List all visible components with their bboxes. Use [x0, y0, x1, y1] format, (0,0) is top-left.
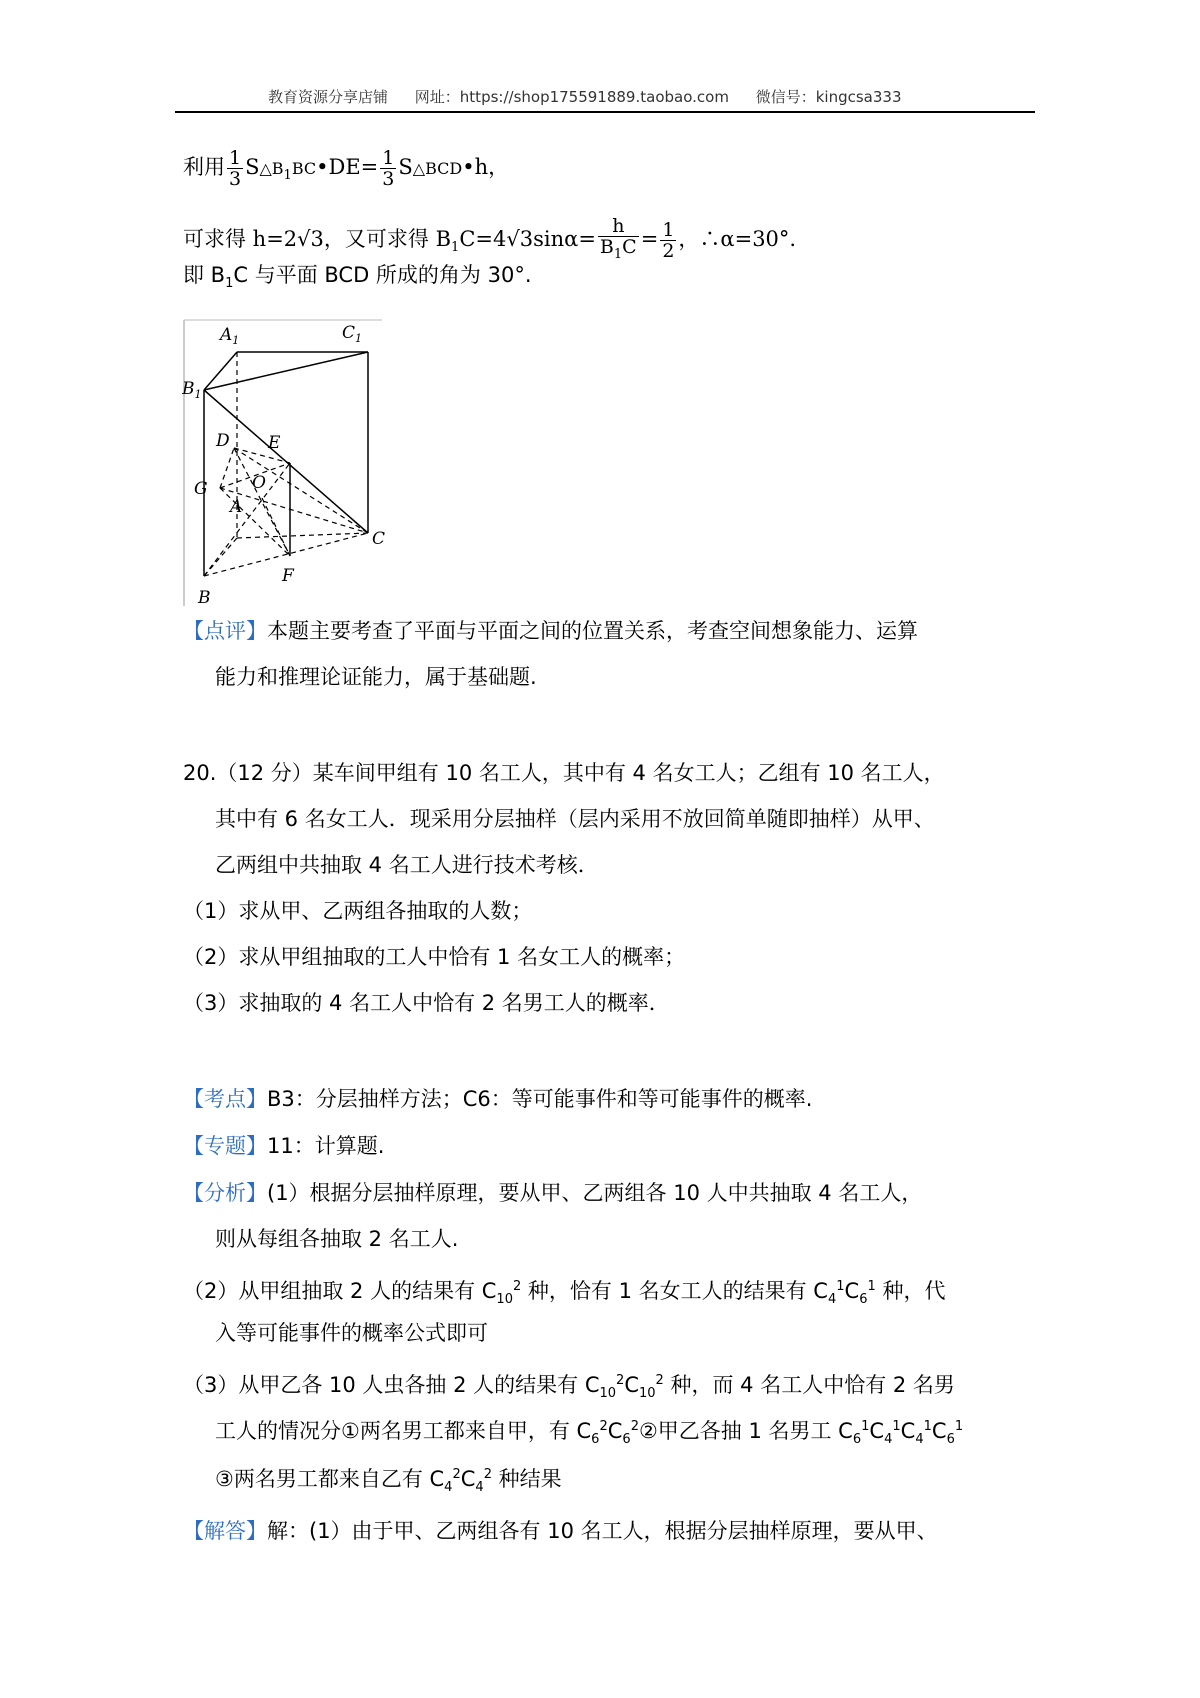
- t: （3）从甲乙各 10 人虫各抽 2 人的结果有 C: [183, 1373, 600, 1397]
- zhuanti-line: [183, 1131, 384, 1161]
- sub: 4: [444, 1480, 453, 1496]
- sub: 6: [622, 1432, 631, 1448]
- text: ，∴α=30°.: [678, 226, 797, 251]
- sub: 1: [225, 276, 234, 292]
- t: C: [844, 1279, 860, 1303]
- sub: 1: [451, 240, 460, 256]
- sup: 2: [616, 1373, 625, 1388]
- text: S: [398, 155, 413, 179]
- shop-url: 网址：https://shop175591889.taobao.com: [414, 88, 729, 106]
- problem-line-2: 其中有 6 名女工人．现采用分层抽样（层内采用不放回简单随即抽样）从甲、: [215, 807, 935, 831]
- fraction-one-third-2: [380, 148, 396, 189]
- sub: 6: [859, 1292, 868, 1308]
- fenxi-line-6: [215, 1412, 963, 1455]
- solution-line-3: [183, 260, 532, 299]
- prism-diagram: [182, 318, 402, 608]
- problem-line-3: 乙两组中共抽取 4 名工人进行技术考核．: [215, 853, 599, 877]
- num: 1: [662, 218, 675, 241]
- num: 1: [229, 147, 242, 169]
- text: •DE=: [316, 155, 379, 179]
- text: =: [578, 226, 596, 251]
- label-G: G: [194, 479, 208, 499]
- t: 种，恰有 1 名女工人的结果有 C: [521, 1279, 828, 1303]
- alpha: α: [564, 226, 579, 251]
- kaodian-tag: 【考点】: [183, 1087, 267, 1111]
- comment-line-1: [183, 616, 918, 646]
- den: 2: [662, 239, 675, 262]
- t: C: [622, 236, 637, 258]
- t: C: [869, 1419, 885, 1443]
- text: B3：分层抽样方法；C6：等可能事件和等可能事件的概率.: [267, 1087, 813, 1111]
- text: 可求得 h=2: [183, 226, 298, 251]
- t: C: [607, 1419, 623, 1443]
- num: h: [598, 216, 639, 237]
- sub: 4: [475, 1480, 484, 1496]
- header-divider: [175, 111, 1035, 113]
- sub: 4: [827, 1292, 837, 1308]
- den: [598, 237, 639, 265]
- t: B: [599, 236, 614, 258]
- sup: 2: [630, 1419, 639, 1434]
- sub: 4: [915, 1432, 924, 1448]
- label-B1: $B_1$: [182, 379, 202, 401]
- page-header: [268, 86, 924, 107]
- sub: 1: [613, 246, 623, 262]
- sup: 2: [483, 1467, 492, 1482]
- den: 3: [229, 168, 242, 190]
- jieda-line: [183, 1516, 938, 1546]
- t: 种，而 4 名工人中恰有 2 名男: [663, 1373, 955, 1397]
- sup: 1: [923, 1419, 932, 1434]
- wechat-id: 微信号：kingcsa333: [755, 88, 902, 106]
- sup: 2: [599, 1419, 608, 1434]
- sup: 1: [861, 1419, 870, 1434]
- fenxi-line-5: [183, 1366, 955, 1409]
- fraction-h-over-b1c: [598, 216, 639, 265]
- t: 种，代: [875, 1279, 946, 1303]
- sub: 10: [599, 1386, 617, 1402]
- text: =: [640, 226, 659, 251]
- sqrt: √3: [506, 226, 534, 251]
- text: C=4: [459, 226, 507, 251]
- sub: 10: [496, 1292, 513, 1308]
- t: 工人的情况分①两名男工都来自甲，有 C: [215, 1419, 592, 1443]
- text: 利用: [183, 155, 225, 179]
- solution-line-2: [183, 216, 796, 265]
- sup: 2: [512, 1279, 522, 1294]
- t: ③两名男工都来自乙有 C: [215, 1467, 445, 1491]
- solution-line-1: [183, 148, 509, 191]
- t: C: [900, 1419, 916, 1443]
- sup: 1: [954, 1419, 964, 1434]
- sqrt: √3: [297, 226, 324, 251]
- text: △B: [259, 159, 284, 178]
- label-C1: $C_1$: [342, 323, 363, 345]
- num: 1: [382, 147, 395, 169]
- den: 3: [382, 168, 395, 190]
- text: 本题主要考查了平面与平面之间的位置关系，考查空间想象能力、运算: [267, 619, 918, 643]
- t: C: [931, 1419, 947, 1443]
- sub: 4: [884, 1432, 893, 1448]
- fenxi-line-4: 入等可能事件的概率公式即可: [215, 1321, 488, 1345]
- kaodian-line: [183, 1084, 812, 1114]
- text: S: [245, 155, 260, 179]
- fenxi-line-7: [215, 1460, 562, 1503]
- comment-line-2: 能力和推理论证能力，属于基础题.: [215, 665, 537, 689]
- question-2: （2）求从甲组抽取的工人中恰有 1 名女工人的概率；: [183, 945, 686, 969]
- label-C: C: [372, 529, 386, 549]
- fenxi-line-2: 则从每组各抽取 2 名工人.: [215, 1227, 459, 1251]
- question-3: （3）求抽取的 4 名工人中恰有 2 名男工人的概率．: [183, 991, 670, 1015]
- t: C: [460, 1467, 476, 1491]
- sup: 1: [836, 1279, 845, 1294]
- fenxi-tag: 【分析】: [183, 1181, 267, 1205]
- sup: 2: [452, 1467, 461, 1482]
- text: (1）根据分层抽样原理，要从甲、乙两组各 10 人中共抽取 4 名工人，: [267, 1181, 923, 1205]
- text: C 与平面 BCD 所成的角为 30°.: [233, 263, 532, 287]
- text: △BCD: [412, 159, 463, 178]
- comment-tag: 【点评】: [183, 619, 267, 643]
- fenxi-line-1: [183, 1178, 922, 1208]
- jieda-tag: 【解答】: [183, 1519, 267, 1543]
- text: BC: [291, 159, 317, 178]
- zhuanti-tag: 【专题】: [183, 1134, 267, 1158]
- prism-figure: [182, 318, 402, 608]
- label-A1: $A_1$: [220, 325, 240, 347]
- sub: 6: [852, 1432, 862, 1448]
- t: （2）从甲组抽取 2 人的结果有 C: [183, 1279, 497, 1303]
- label-E: E: [268, 433, 281, 453]
- sub: 1: [283, 168, 292, 184]
- sub: 6: [591, 1432, 600, 1448]
- t: ②甲乙各抽 1 名男工 C: [638, 1419, 853, 1443]
- label-A: A: [230, 497, 243, 517]
- fraction-half: [660, 220, 676, 261]
- t: C: [624, 1373, 639, 1397]
- sup: 1: [867, 1279, 876, 1294]
- fenxi-line-3: [183, 1272, 945, 1315]
- text: 解：(1）由于甲、乙两组各有 10 名工人，根据分层抽样原理，要从甲、: [267, 1519, 938, 1543]
- fraction-one-third: [227, 148, 243, 189]
- sup: 2: [655, 1373, 664, 1388]
- label-O: O: [252, 473, 266, 493]
- shop-name: 教育资源分享店铺: [268, 88, 389, 106]
- question-1: （1）求从甲、乙两组各抽取的人数；: [183, 899, 533, 923]
- problem-line-1: 20.（12 分）某车间甲组有 10 名工人，其中有 4 名女工人；乙组有 10 名工人，: [183, 761, 945, 785]
- t: 种结果: [491, 1467, 562, 1491]
- label-D: D: [216, 431, 230, 451]
- text: ，又可求得 B: [323, 226, 452, 251]
- sup: 1: [892, 1419, 901, 1434]
- sub: 6: [946, 1432, 955, 1448]
- text: sin: [533, 226, 565, 251]
- text: 即 B: [183, 263, 226, 287]
- text: 11：计算题.: [267, 1134, 385, 1158]
- label-B: B: [198, 588, 211, 608]
- sub: 10: [638, 1386, 656, 1402]
- text: •h，: [462, 155, 510, 179]
- label-F: F: [282, 566, 294, 586]
